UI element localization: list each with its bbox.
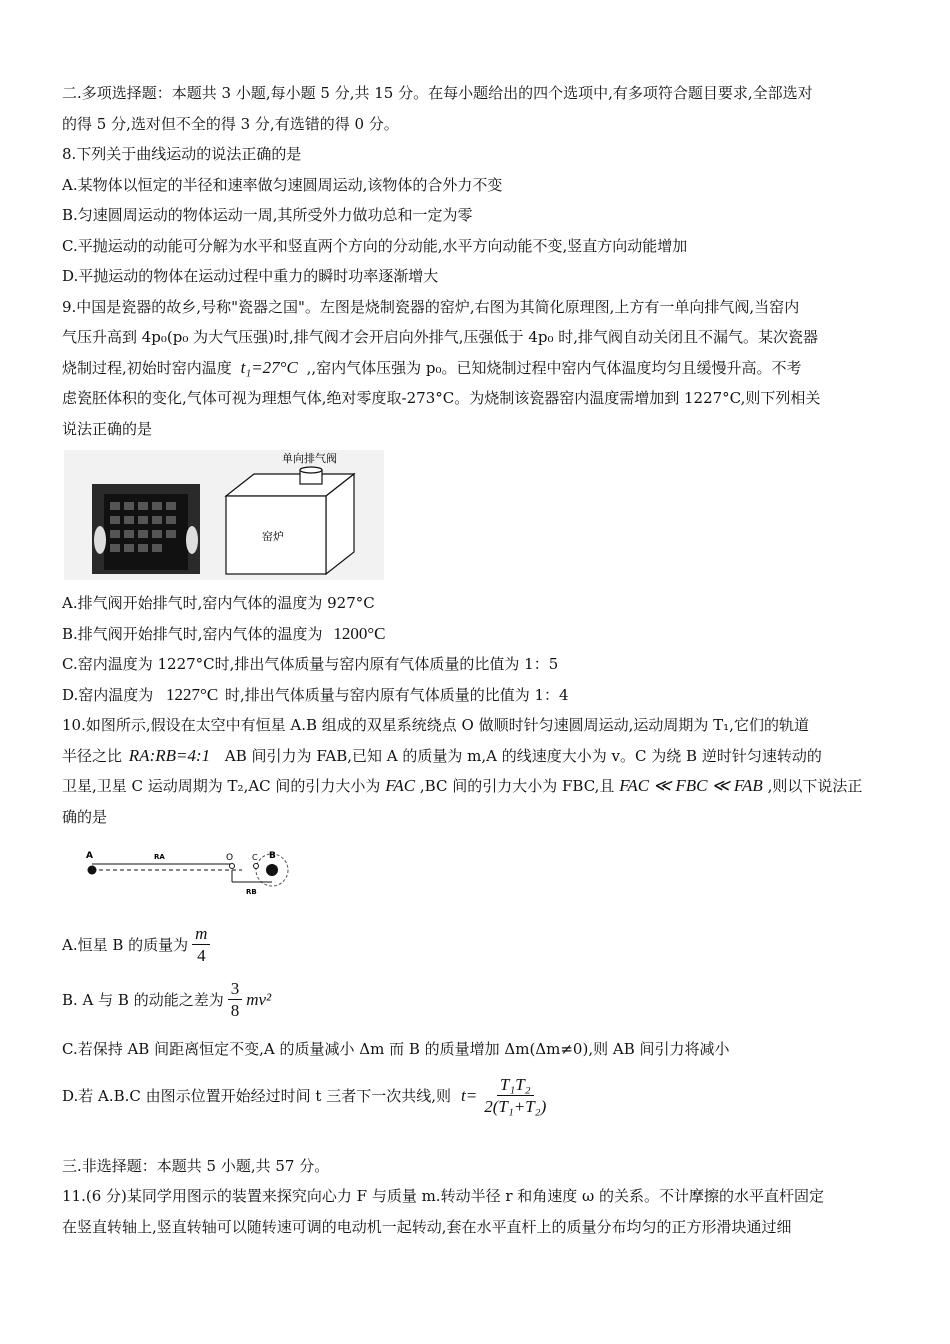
label-b: B	[269, 851, 276, 861]
q9-line-3	[62, 353, 892, 384]
q10-line-3-text: 卫星,卫星 C 运动周期为 T₂,AC 间的引力大小为	[62, 777, 381, 795]
q9-option-d-pre: D.窑内温度为	[62, 685, 154, 704]
q10-line-3-rest: ,则以下说法正	[767, 777, 863, 795]
q10-radius-ratio: RA:RB=4:1	[128, 745, 211, 765]
frac-den: 8	[230, 1000, 240, 1020]
q10-option-d-lhs: t=	[461, 1086, 478, 1106]
kiln-label: 窑炉	[262, 530, 284, 543]
q8-option-d: D.平抛运动的物体在运动过程中重力的瞬时功率逐渐增大	[62, 267, 439, 285]
q9-option-b-text: B.排气阀开始排气时,窑内气体的温度为	[62, 624, 323, 643]
q10-line-1: 10.如图所示,假设在太空中有恒星 A.B 组成的双星系统绕点 O 做顺时针匀速圆周运动,运动周期为 T₁,它们的轨道	[62, 716, 809, 734]
q9-line-2: 气压升高到 4p₀(p₀ 为大气压强)时,排气阀才会开启向外排气,压强低于 4p₀ 时,排气阀自动关闭且不漏气。某次瓷器	[62, 328, 819, 346]
q10-option-a-text: A.恒星 B 的质量为	[62, 935, 189, 954]
q10-option-b-fraction	[228, 979, 243, 1022]
section3-title: 三.非选择题：本题共 5 小题,共 57 分。	[62, 1156, 330, 1175]
label-c: C	[252, 853, 258, 862]
q11-line-1: 11.(6 分)某同学用图示的装置来探究向心力 F 与质量 m.转动半径 r 和角速度 ω 的关系。不计摩擦的水平直杆固定	[62, 1187, 825, 1205]
q10-line-2	[62, 741, 892, 772]
binary-star-diagram	[82, 846, 292, 906]
q10-option-b	[62, 972, 892, 1028]
q9-initial-temp: t₁=27°C	[240, 357, 298, 377]
q10-line-4: 确的是	[62, 807, 108, 826]
label-a: A	[86, 851, 93, 861]
q10-option-a-fraction	[192, 924, 210, 967]
q10-fac: FAC	[385, 776, 416, 795]
q10-option-c: C.若保持 AB 间距离恒定不变,A 的质量减小 Δm 而 B 的质量增加 Δm(Δm≠0),则 AB 间引力将减小	[62, 1040, 730, 1058]
q8-option-c: C.平抛运动的动能可分解为水平和竖直两个方向的分动能,水平方向动能不变,竖直方向动能增加	[62, 236, 688, 255]
q9-option-c: C.窑内温度为 1227°C时,排出气体质量与窑内原有气体质量的比值为 1：5	[62, 655, 559, 673]
q9-line-4: 虑瓷胚体积的变化,气体可视为理想气体,绝对零度取-273°C。为烧制该瓷器窑内温度需增加到 1227°C,则下列相关	[62, 389, 821, 407]
q10-line-2-rest: AB 间引力为 FAB,已知 A 的质量为 m,A 的线速度大小为 v。C 为绕 B 逆时针匀速转动的	[224, 746, 822, 765]
frac-num: m	[192, 924, 210, 945]
frac-den: 2(T₁+T₂)	[484, 1097, 547, 1116]
q9-option-d	[62, 680, 892, 711]
q10-option-d	[62, 1065, 892, 1129]
q9-line-3-rest: ,,窑内气体压强为 p₀。已知烧制过程中窑内气体温度均匀且缓慢升高。不考	[306, 358, 802, 377]
q11-line-2: 在竖直转轴上,竖直转轴可以随转速可调的电动机一起转动,套在水平直杆上的质量分布均匀的正方形滑块通过细	[62, 1217, 792, 1236]
q8-stem: 8.下列关于曲线运动的说法正确的是	[62, 145, 302, 163]
q8-option-b: B.匀速圆周运动的物体运动一周,其所受外力做功总和一定为零	[62, 206, 473, 224]
q9-option-d-temp: 1227°C	[166, 684, 219, 704]
q10-option-b-tail: mv²	[246, 989, 272, 1009]
kiln-diagram	[64, 450, 384, 580]
q9-line-1: 9.中国是瓷器的故乡,号称"瓷器之国"。左图是烧制瓷器的窑炉,右图为其简化原理图,上方有一单向排气阀,当窑内	[62, 297, 800, 316]
q10-line-3	[62, 771, 892, 802]
binary-star-figure	[82, 846, 292, 906]
label-ra: RA	[154, 853, 165, 861]
frac-num: 3	[228, 979, 243, 1000]
star-b	[266, 864, 278, 876]
frac-num: T₁T₂	[497, 1075, 534, 1096]
section2-intro-1: 二.多项选择题：本题共 3 小题,每小题 5 分,共 15 分。在每小题给出的四个选项中,有多项符合题目要求,全部选对	[62, 84, 813, 102]
label-rb: RB	[246, 888, 257, 896]
q10-option-d-text: D.若 A.B.C 由图示位置开始经过时间 t 三者下一次共线,则	[62, 1087, 451, 1106]
q10-option-d-fraction	[481, 1075, 549, 1118]
q10-option-b-text: B. A 与 B 的动能之差为	[62, 990, 224, 1009]
q9-line-3-text: 烧制过程,初始时窑内温度	[62, 358, 232, 377]
q10-line-2-text: 半径之比	[62, 746, 123, 765]
valve-label: 单向排气阀	[282, 452, 337, 465]
exam-page	[62, 78, 892, 1242]
q10-force-inequality: FAC ≪ FBC ≪ FAB	[619, 776, 763, 795]
star-a	[88, 866, 97, 875]
label-o: O	[226, 853, 234, 863]
q9-option-b	[62, 619, 892, 650]
q9-option-d-post: 时,排出气体质量与窑内原有气体质量的比值为 1：4	[224, 685, 569, 704]
q10-line-3-mid: ,BC 间的引力大小为 FBC,且	[419, 777, 615, 795]
q9-option-a: A.排气阀开始排气时,窑内气体的温度为 927°C	[62, 594, 375, 612]
section2-intro-2: 的得 5 分,选对但不全的得 3 分,有选错的得 0 分。	[62, 114, 399, 133]
q9-option-b-temp: 1200°C	[333, 623, 386, 643]
kiln-figure	[64, 450, 384, 580]
q9-line-5: 说法正确的是	[62, 419, 153, 438]
frac-den: 4	[197, 945, 206, 965]
q10-option-a	[62, 918, 892, 972]
q8-option-a: A.某物体以恒定的半径和速率做匀速圆周运动,该物体的合外力不变	[62, 175, 503, 194]
